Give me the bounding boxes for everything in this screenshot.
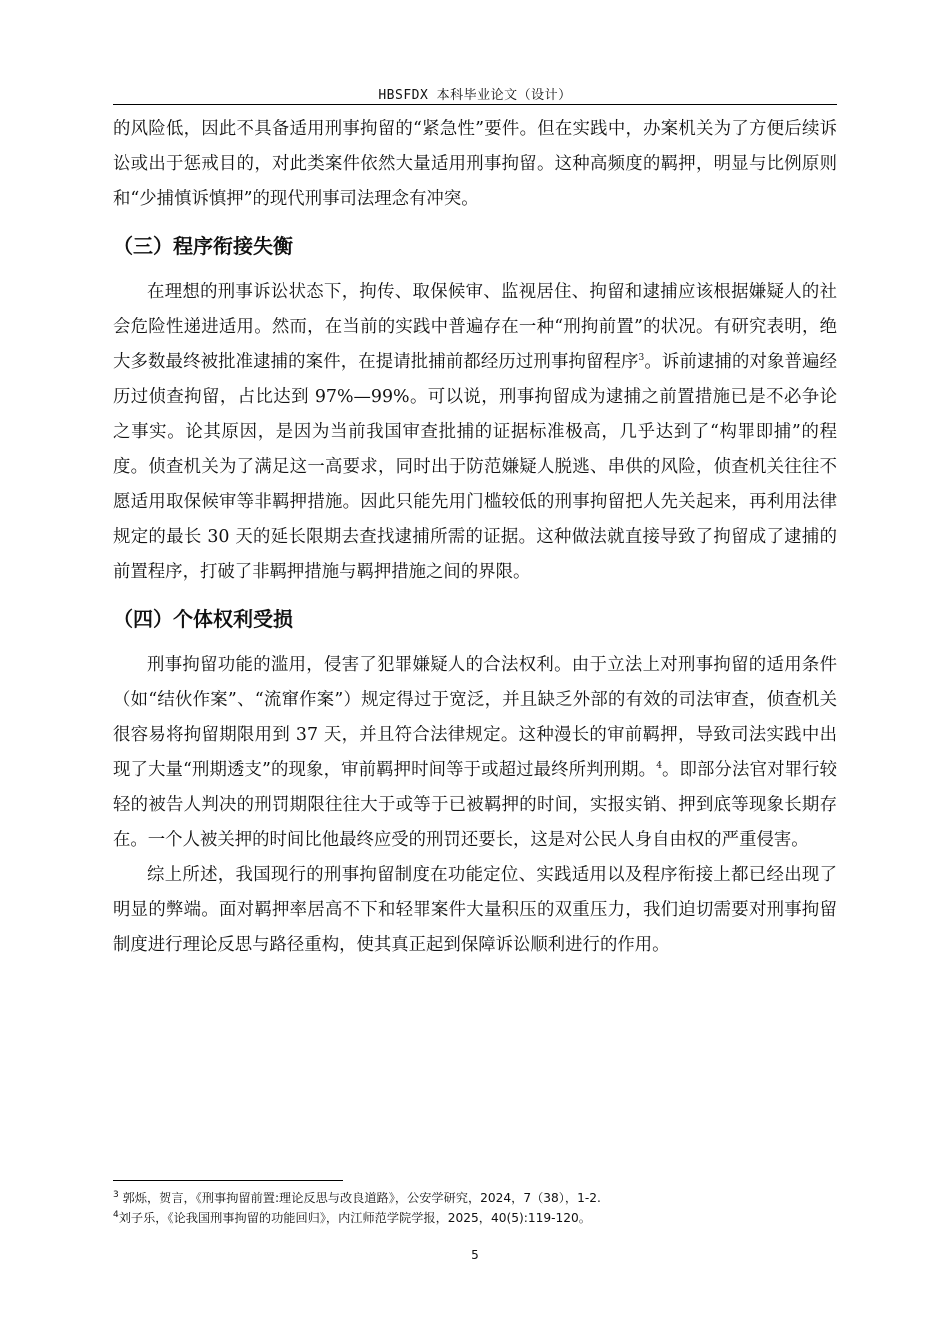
paragraph-rights bbox=[113, 648, 837, 858]
paragraph-text: 。诉前逮捕的对象普遍经历过侦查拘留，占比达到 97%—99%。可以说，刑事拘留成为逮捕之前置措施已是不必争论之事实。论其原因，是因为当前我国审查批捕的证据标准极高，几乎达到了“构罪即捕”的程度。侦查机关为了满足这一高要求，同时出于防范嫌疑人脱逃、串供的风险，侦查机关往往不愿适用取保候审等非羁押措施。因此只能先用门槛较低的刑事拘留把人先关起来，再利用法律规定的最长 30 天的延长限期去查找逮捕所需的证据。这种做法就直接导致了拘留成了逮捕的前置程序，打破了非羁押措施与羁押措施之间的界限。 bbox=[113, 352, 837, 582]
footnotes bbox=[113, 1188, 843, 1228]
footnote-mark: 4 bbox=[113, 1209, 119, 1220]
footnote-text: 刘子乐，《论我国刑事拘留的功能回归》，内江师范学院学报，2025，40(5):119-120。 bbox=[118, 1211, 591, 1225]
paragraph-text: 在理想的刑事诉讼状态下，拘传、取保候审、监视居住、拘留和逮捕应该根据嫌疑人的社会危险性递进适用。然而，在当前的实践中普遍存在一种“刑拘前置”的状况。有研究表明，绝大多数最终被批准逮捕的案件，在提请批捕前都经历过刑事拘留程序 bbox=[113, 282, 837, 372]
footnote-divider bbox=[113, 1180, 343, 1181]
paragraph-procedure bbox=[113, 275, 837, 590]
page-body bbox=[113, 112, 837, 963]
page-header: HBSFDX 本科毕业论文（设计） bbox=[378, 88, 572, 103]
footnote-text: 郭烁，贺言，《刑事拘留前置:理论反思与改良道路》，公安学研究，2024，7（38），1-2. bbox=[118, 1191, 601, 1205]
footnote-3 bbox=[113, 1188, 843, 1208]
footnote-ref-3[interactable]: 3 bbox=[638, 353, 645, 364]
footnote-4 bbox=[113, 1208, 843, 1228]
paragraph-continuation: 的风险低，因此不具备适用刑事拘留的“紧急性”要件。但在实践中，办案机关为了方便后续诉讼或出于惩戒目的，对此类案件依然大量适用刑事拘留。这种高频度的羁押，明显与比例原则和“少捕慎诉慎押”的现代刑事司法理念有冲突。 bbox=[113, 119, 837, 209]
paragraph-summary: 综上所述，我国现行的刑事拘留制度在功能定位、实践适用以及程序衔接上都已经出现了明显的弊端。面对羁押率居高不下和轻罪案件大量积压的双重压力，我们迫切需要对刑事拘留制度进行理论反思与路径重构，使其真正起到保障诉讼顺利进行的作用。 bbox=[113, 865, 837, 955]
paragraph-text: 刑事拘留功能的滥用，侵害了犯罪嫌疑人的合法权利。由于立法上对刑事拘留的适用条件（如“结伙作案”、“流窜作案”）规定得过于宽泛，并且缺乏外部的有效的司法审查，侦查机关很容易将拘留期限用到 37 天，并且符合法律规定。这种漫长的审前羁押，导致司法实践中出现了大量“刑期透支”的现象，审前羁押时间等于或超过最终所判刑期。 bbox=[113, 655, 837, 780]
header-divider bbox=[113, 104, 837, 105]
section-heading-3: （三）程序衔接失衡 bbox=[113, 234, 293, 258]
footnote-mark: 3 bbox=[113, 1189, 119, 1200]
footnote-ref-4[interactable]: 4 bbox=[656, 761, 662, 772]
section-heading-4: （四）个体权利受损 bbox=[113, 607, 293, 631]
page-number: 5 bbox=[471, 1248, 479, 1262]
paragraph-text: 。即部分法官对罪行较轻的被告人判决的刑罚期限往往大于或等于已被羁押的时间，实报实销、押到底等现象长期存在。一个人被关押的时间比他最终应受的刑罚还要长，这是对公民人身自由权的严重侵害。 bbox=[113, 760, 837, 850]
